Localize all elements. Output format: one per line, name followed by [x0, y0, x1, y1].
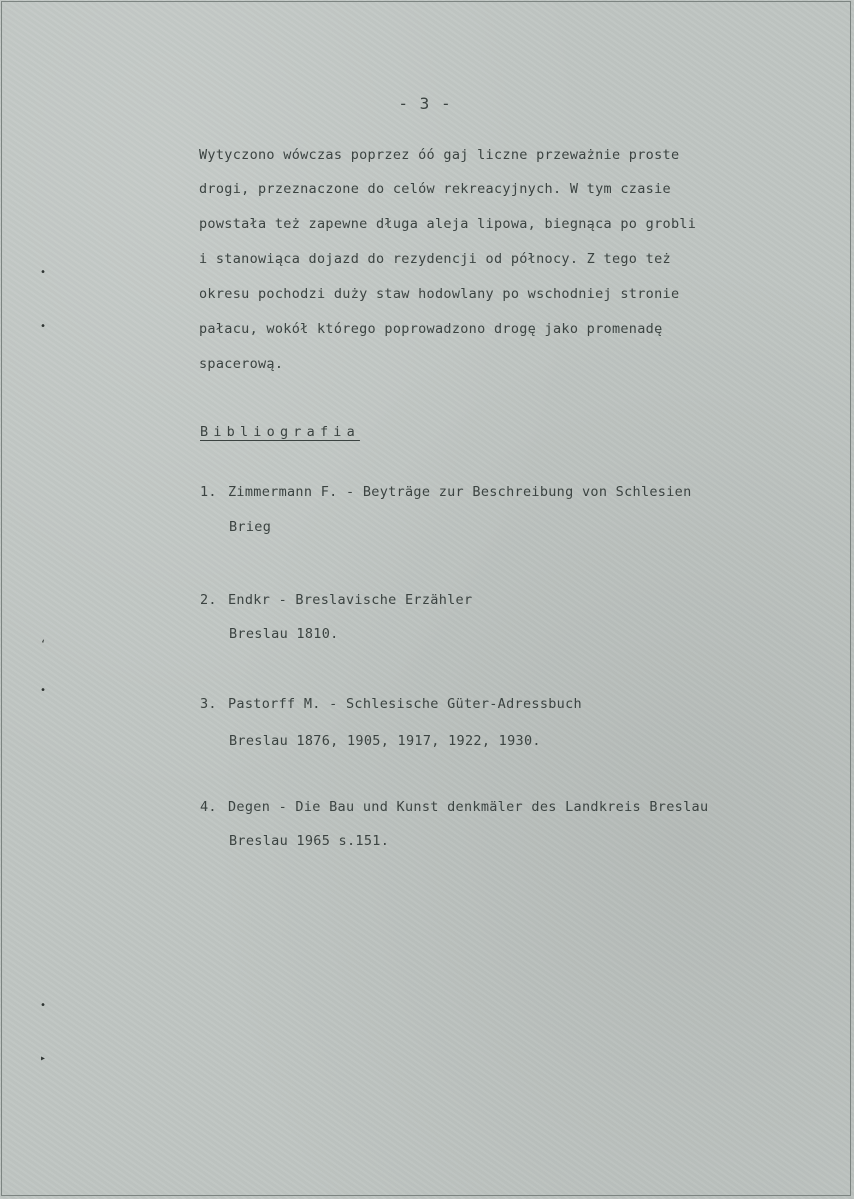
margin-dot: •	[40, 321, 47, 332]
paragraph-line: Wytyczono wówczas poprzez óó gaj liczne przeważnie proste	[199, 147, 680, 163]
entry-detail: Breslau 1965 s.151.	[229, 833, 390, 849]
margin-dot: •	[40, 1000, 47, 1011]
entry-detail: Brieg	[229, 519, 272, 535]
entry-detail: Breslau 1876, 1905, 1917, 1922, 1930.	[229, 733, 541, 749]
entry-number: 1.	[200, 484, 217, 500]
bibliography-heading: Bibliografia	[200, 424, 360, 440]
paragraph-line: drogi, przeznaczone do celów rekreacyjnych. W tym czasie	[199, 181, 671, 197]
page-number: - 3 -	[398, 94, 452, 113]
entry-number: 4.	[200, 799, 217, 815]
margin-dot: •	[40, 267, 47, 278]
margin-tick: ʻ	[40, 639, 47, 650]
paragraph-line: pałacu, wokół którego poprowadzono drogę jako promenadę	[199, 321, 663, 337]
entry-title: Degen - Die Bau und Kunst denkmäler des Landkreis Breslau	[228, 799, 709, 815]
entry-number: 3.	[200, 696, 217, 712]
paragraph-line: powstała też zapewne długa aleja lipowa, biegnąca po grobli	[199, 216, 697, 232]
margin-arrow: ▸	[40, 1053, 47, 1064]
paragraph-line: spacerową.	[199, 356, 284, 372]
entry-title: Endkr - Breslavische Erzähler	[228, 592, 473, 608]
paragraph-line: i stanowiąca dojazd do rezydencji od północy. Z tego też	[199, 251, 671, 267]
entry-title: Zimmermann F. - Beyträge zur Beschreibung von Schlesien	[228, 484, 692, 500]
entry-title: Pastorff M. - Schlesische Güter-Adressbuch	[228, 696, 582, 712]
margin-dot: •	[40, 685, 47, 696]
entry-detail: Breslau 1810.	[229, 626, 339, 642]
paragraph-line: okresu pochodzi duży staw hodowlany po wschodniej stronie	[199, 286, 680, 302]
entry-number: 2.	[200, 592, 217, 608]
